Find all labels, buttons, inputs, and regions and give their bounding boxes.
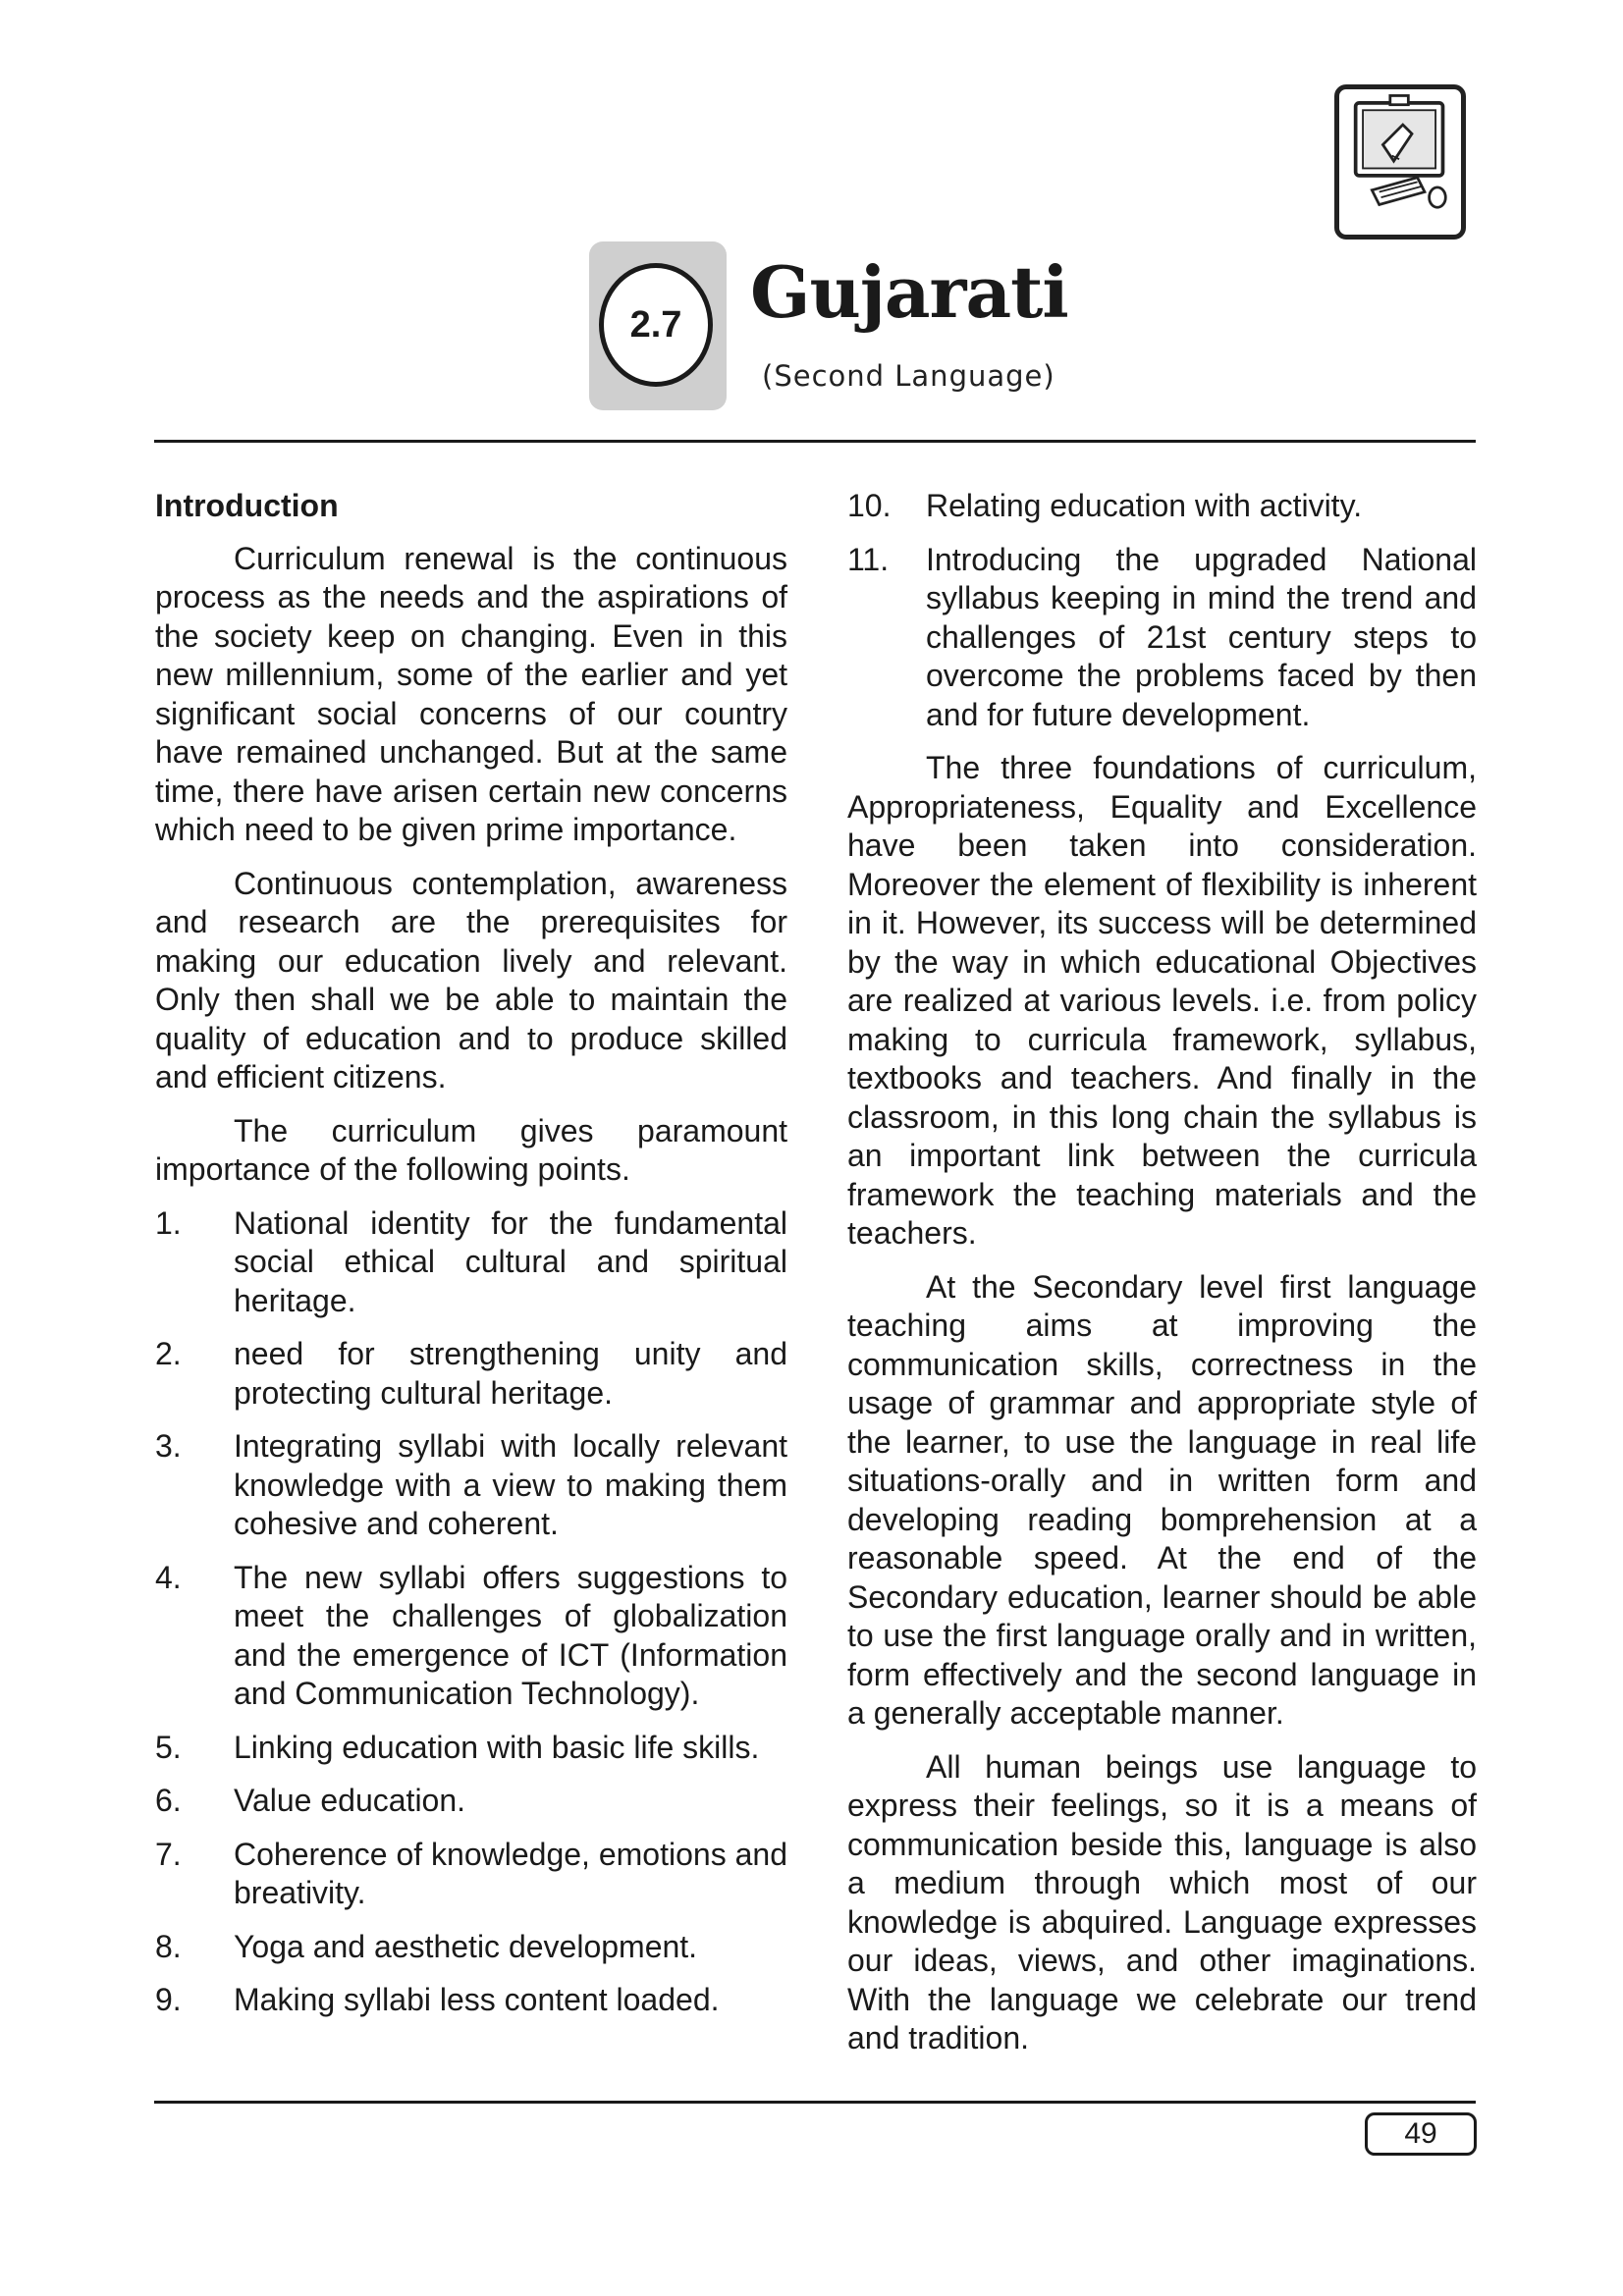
list-number: 3. — [155, 1428, 182, 1464]
list-text: Making syllabi less content loaded. — [234, 1982, 720, 2017]
list-item — [155, 1782, 787, 1821]
list-number: 4. — [155, 1559, 182, 1595]
list-number: 1. — [155, 1204, 182, 1241]
list-item — [155, 1335, 787, 1413]
list-text: Yoga and aesthetic development. — [234, 1928, 698, 1964]
list-item — [847, 487, 1477, 526]
section-badge — [589, 241, 727, 410]
computer-drawing-icon — [1334, 84, 1466, 240]
list-item — [155, 1928, 787, 1967]
list-number: 8. — [155, 1928, 182, 1964]
section-number: 2.7 — [599, 263, 713, 387]
list-item — [155, 1836, 787, 1913]
list-item — [847, 541, 1477, 735]
page-number: 49 — [1365, 2112, 1477, 2156]
list-text: Value education. — [234, 1783, 466, 1818]
list-number: 7. — [155, 1836, 182, 1872]
list-number: 2. — [155, 1336, 182, 1371]
list-number: 5. — [155, 1729, 182, 1765]
paragraph: The three foundations of curriculum, Appropriateness, Equality and Excellence have been taken into consideration. Moreover the element of flexibility is inherent in it. However, its success will be determined by the way in which educational Objectives are realized at various levels. i.e. from policy making to curricula framework, syllabus, textbooks and teachers. And finally in the classroom, in this long chain the syllabus is an important link between the curricula framework the teaching materials and the teachers. — [847, 750, 1477, 1251]
list-number: 9. — [155, 1982, 182, 2017]
list-text: National identity for the fundamental social ethical cultural and spiritual heritage. — [234, 1204, 787, 1318]
page-title: Gujarati — [750, 250, 1068, 334]
list-text: need for strengthening unity and protecting cultural heritage. — [234, 1336, 787, 1411]
list-item — [155, 1204, 787, 1321]
list-text: Integrating syllabi with locally relevant knowledge with a view to making them cohesive and coherent. — [234, 1428, 787, 1541]
right-column — [847, 487, 1477, 2073]
list-item — [155, 1981, 787, 2020]
list-item — [155, 1559, 787, 1714]
paragraph: Curriculum renewal is the continuous process as the needs and the aspirations of the society keep on changing. Even in this new millennium, some of the earlier and yet significant social concerns of our country have remained unchanged. But at the same time, there have arisen certain new concerns which need to be given prime importance. — [155, 540, 787, 847]
list-text: Introducing the upgraded National syllabus keeping in mind the trend and challenges of 21st century steps to overcome the problems faced by then and for future development. — [926, 541, 1477, 732]
list-text: Relating education with activity. — [926, 488, 1363, 523]
section-heading: Introduction — [155, 488, 339, 523]
left-column — [155, 487, 787, 2035]
list-item — [155, 1729, 787, 1768]
header-divider — [154, 440, 1476, 443]
paragraph: Continuous contemplation, awareness and research are the prerequisites for making our education lively and relevant. Only then shall we be able to maintain the quality of education and to produce skilled and efficient citizens. — [155, 865, 787, 1095]
paragraph: At the Secondary level first language teaching aims at improving the communication skills, correctness in the usage of grammar and appropriate style of the learner, to use the language in real life situations-orally and in written form and developing reading bomprehension at a reasonable speed. At the end of the Secondary education, learner should be able to use the first language orally and in written, form effectively and the second language in a generally acceptable manner. — [847, 1268, 1477, 1731]
list-text: Coherence of knowledge, emotions and breativity. — [234, 1836, 787, 1910]
list-text: Linking education with basic life skills. — [234, 1729, 760, 1765]
page-subtitle: (Second Language) — [762, 359, 1055, 393]
list-number: 10. — [847, 488, 892, 523]
list-item — [155, 1427, 787, 1544]
paragraph: The curriculum gives paramount importance of the following points. — [155, 1112, 787, 1187]
footer-divider — [154, 2101, 1476, 2104]
list-number: 6. — [155, 1783, 182, 1818]
paragraph: All human beings use language to express their feelings, so it is a means of communication beside this, language is also a medium through which most of our knowledge is abquired. Language expresses our ideas, views, and other imaginations. With the language we celebrate our trend and tradition. — [847, 1748, 1477, 2056]
list-number: 11. — [847, 541, 890, 577]
list-text: The new syllabi offers suggestions to meet the challenges of globalization and the emergence of ICT (Information and Communication Technology). — [234, 1559, 787, 1711]
